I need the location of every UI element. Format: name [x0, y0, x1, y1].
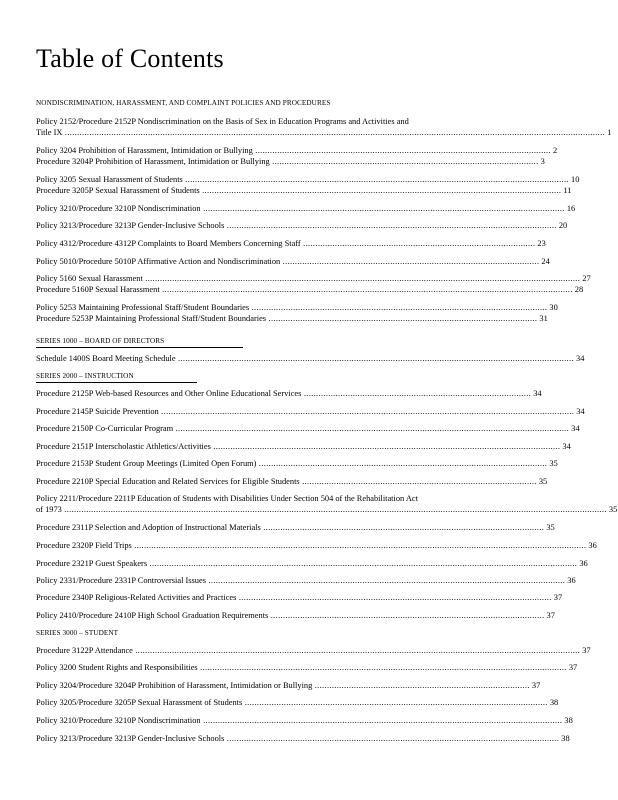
toc-entry-title: Procedure 2125P Web-based Resources and Other Online Educational Services: [36, 389, 302, 398]
toc-entry: [36, 389, 542, 399]
toc-leader-dots: .........................................................................................................................: [252, 146, 551, 155]
toc-entry: [36, 442, 571, 452]
toc-entry-title: Procedure 2320P Field Trips: [36, 541, 132, 550]
toc-page-number: 36: [577, 559, 588, 568]
toc-entry: [36, 186, 572, 196]
section-heading-nondiscrimination: NONDISCRIMINATION, HARASSMENT, AND COMPLAINT POLICIES AND PROCEDURES: [36, 99, 331, 107]
toc-leader-dots: ................................................................................................................................: [236, 593, 552, 602]
toc-entry-title: Policy 3205/Procedure 3205P Sexual Harassment of Students: [36, 698, 243, 707]
toc-leader-dots: .........................................................................................................: [280, 257, 540, 266]
toc-entry-title: Policy 2410/Procedure 2410P High School Graduation Requirements: [36, 611, 269, 620]
toc-leader-dots: ..................................................................................................................................................................: [175, 354, 574, 363]
toc-leader-dots: .................................................................................................................................................................: [173, 424, 570, 433]
toc-entry: [36, 646, 591, 656]
toc-page-number: 37: [580, 646, 591, 655]
toc-page-number: 35: [536, 477, 548, 486]
toc-leader-dots: ...............................................................................................................................................................................: [147, 559, 578, 568]
toc-leader-dots: .............................................................................................................................................................: [182, 175, 569, 184]
toc-entry: [36, 257, 550, 267]
toc-page-number: 16: [564, 204, 576, 213]
toc-leader-dots: ......................................................................................................................: [256, 459, 548, 468]
toc-entry-title: Procedure 2311P Selection and Adoption of Instructional Materials: [36, 523, 261, 532]
toc-leader-dots: ...................................................................................................................: [260, 523, 545, 532]
toc-entry-title: Procedure 2145P Suicide Prevention: [36, 407, 159, 416]
toc-page-number: 2: [550, 146, 558, 155]
toc-entry-title: Policy 5010/Procedure 5010P Affirmative Action and Nondiscrimination: [36, 257, 281, 266]
section-heading-series-3000: SERIES 3000 – STUDENT: [36, 629, 119, 637]
toc-page-number: 34: [531, 389, 542, 398]
toc-page-number: 27: [580, 274, 591, 283]
toc-entry: [36, 593, 562, 603]
toc-leader-dots: ........................................................................................................................................................................: [159, 285, 573, 294]
toc-leader-dots: ..............................................................................................................................................................................................................................: [61, 505, 607, 514]
toc-entry-title: Title IX: [36, 128, 63, 137]
toc-entry-title: of 1973: [36, 505, 62, 514]
toc-page-number: 24: [539, 257, 550, 266]
toc-leader-dots: ...................................................................................................................................................: [200, 716, 563, 725]
toc-entry-title: Policy 3200 Student Rights and Responsibilities: [36, 663, 198, 672]
toc-entry: [36, 175, 579, 185]
toc-leader-dots: ....................................................................................................................................................: [200, 204, 565, 213]
toc-entry: [36, 734, 570, 744]
toc-entry-title: Procedure 3205P Sexual Harassment of Students: [36, 186, 200, 195]
toc-entry: [36, 424, 580, 434]
toc-leader-dots: .............................................................................................: [301, 389, 532, 398]
toc-leader-dots: .........................................................................................................................: [249, 303, 548, 312]
toc-entry-title: Policy 4312/Procedure 4312P Complaints to Board Members Concerning Staff: [36, 239, 301, 248]
toc-entry: [36, 221, 567, 231]
toc-page-number: 38: [559, 734, 570, 743]
toc-entry: [36, 541, 597, 551]
toc-page-number: 37: [566, 663, 578, 672]
toc-page-number: 37: [544, 611, 555, 620]
toc-leader-dots: .......................................................................................................................................: [224, 221, 557, 230]
toc-entry-title: Procedure 5253P Maintaining Professional Staff/Student Boundaries: [36, 314, 267, 323]
toc-leader-dots: ........................................................................................................................................: [224, 734, 560, 743]
toc-entry: [36, 559, 588, 569]
toc-page-number: 28: [572, 285, 584, 294]
toc-page-number: 34: [560, 442, 571, 451]
toc-entry: [36, 477, 547, 487]
toc-entry-title: Policy 3205 Sexual Harassment of Students: [36, 175, 183, 184]
toc-entry: [36, 204, 575, 214]
toc-page-number: 37: [551, 593, 563, 602]
toc-entry-title: Procedure 5160P Sexual Harassment: [36, 285, 160, 294]
toc-entry: [36, 314, 548, 324]
toc-entry: [36, 407, 585, 417]
toc-page-number: 34: [574, 407, 585, 416]
toc-entry-title: Policy 3210/Procedure 3210P Nondiscrimination: [36, 204, 201, 213]
toc-entry: [36, 505, 617, 515]
toc-leader-dots: ............................................................................................................................: [242, 698, 548, 707]
toc-page-number: 3: [538, 157, 545, 166]
section-heading-underline: [36, 347, 243, 348]
toc-leader-dots: ................................................................................................: [299, 477, 537, 486]
toc-page-number: 30: [547, 303, 558, 312]
toc-entry-title: Policy 3204 Prohibition of Harassment, Intimidation or Bullying: [36, 146, 253, 155]
toc-entry: [36, 274, 591, 284]
toc-entry: [36, 663, 577, 673]
toc-entry-title: Policy 2331/Procedure 2331P Controversial Issues: [36, 576, 206, 585]
toc-leader-dots: ...................................................................................................................................................: [199, 186, 562, 195]
toc-entry-title: Policy 2152/Procedure 2152P Nondiscrimination on the Basis of Sex in Education Programs and Activities and: [36, 117, 409, 126]
toc-page-number: 36: [565, 576, 576, 585]
toc-entry: [36, 354, 584, 364]
toc-entry-title: Policy 5253 Maintaining Professional Staff/Student Boundaries: [36, 303, 250, 312]
section-heading-series-2000: SERIES 2000 – INSTRUCTION: [36, 372, 134, 380]
toc-page-number: 20: [556, 221, 568, 230]
toc-leader-dots: ......................................................................................................................................................................................: [132, 646, 581, 655]
toc-page-number: 37: [529, 681, 541, 690]
toc-page-number: 34: [573, 354, 585, 363]
toc-page-number: 35: [544, 523, 555, 532]
page-title: Table of Contents: [36, 44, 224, 73]
toc-entry-title: Schedule 1400S Board Meeting Schedule: [36, 354, 176, 363]
toc-leader-dots: ..................................................................................................................................................................................: [142, 274, 581, 283]
toc-page-number: 38: [562, 716, 573, 725]
toc-entry: [36, 285, 583, 295]
toc-entry: [36, 303, 558, 313]
toc-entry-title: Procedure 2153P Student Group Meetings (Limited Open Forum): [36, 459, 257, 468]
section-heading-underline: [36, 382, 197, 383]
toc-entry: [36, 681, 540, 691]
toc-entry-title: Policy 3213/Procedure 3213P Gender-Inclusive Schools: [36, 734, 225, 743]
toc-entry-title: Procedure 3122P Attendance: [36, 646, 133, 655]
toc-entry-title: Policy 3210/Procedure 3210P Nondiscrimination: [36, 716, 201, 725]
toc-entry-title: Procedure 2321P Guest Speakers: [36, 559, 148, 568]
toc-entry-title: Policy 2211/Procedure 2211P Education of Students with Disabilities Under Section 504 of the Rehabilitation Act: [36, 494, 418, 503]
toc-leader-dots: .........................................................................................................................................................................................: [131, 541, 587, 550]
toc-entry-title: Policy 3204/Procedure 3204P Prohibition of Harassment, Intimidation or Bullying: [36, 681, 313, 690]
toc-entry-title: Policy 3213/Procedure 3213P Gender-Inclusive Schools: [36, 221, 225, 230]
toc-entry: [36, 698, 558, 708]
toc-entry-title: Procedure 2150P Co-Curricular Program: [36, 424, 174, 433]
toc-entry-title: Procedure 2340P Religious-Related Activities and Practices: [36, 593, 237, 602]
toc-leader-dots: ..................................................................................................................................................: [205, 576, 566, 585]
toc-entry: [36, 523, 555, 533]
toc-page-number: 35: [547, 459, 558, 468]
toc-page-number: 11: [561, 186, 572, 195]
toc-entry: [36, 494, 418, 504]
toc-entry: [36, 117, 409, 127]
toc-page-number: 31: [537, 314, 548, 323]
toc-page-number: 23: [535, 239, 546, 248]
toc-entry: [36, 239, 546, 249]
toc-page-number: 36: [586, 541, 597, 550]
toc-leader-dots: ..............................................................................................................................................: [210, 442, 561, 451]
toc-page-number: 35: [606, 505, 618, 514]
toc-entry: [36, 146, 557, 156]
toc-entry: [36, 611, 555, 621]
toc-entry-title: Policy 5160 Sexual Harassment: [36, 274, 143, 283]
toc-leader-dots: ..............................................................................................................: [266, 314, 538, 323]
toc-entry-title: Procedure 2210P Special Education and Related Services for Eligible Students: [36, 477, 300, 486]
toc-leader-dots: ......................................................................................................................................................: [197, 663, 567, 672]
toc-page-number: 1: [604, 128, 612, 137]
toc-entry-title: Procedure 2151P Interscholastic Athletics/Activities: [36, 442, 211, 451]
toc-entry: [36, 459, 558, 469]
toc-leader-dots: .........................................................................................................................................................................: [158, 407, 575, 416]
toc-page-number: 38: [547, 698, 559, 707]
toc-leader-dots: .............................................................................................................: [269, 157, 539, 166]
toc-leader-dots: ...............................................................................................: [300, 239, 536, 248]
toc-leader-dots: ........................................................................................: [312, 681, 530, 690]
toc-entry-title: Procedure 3204P Prohibition of Harassment, Intimidation or Bullying: [36, 157, 270, 166]
toc-entry: [36, 157, 545, 167]
toc-page-number: 34: [569, 424, 580, 433]
toc-entry: [36, 128, 611, 138]
toc-leader-dots: .............................................................................................................................................................................................................................: [62, 128, 605, 137]
toc-leader-dots: ................................................................................................................: [268, 611, 545, 620]
toc-entry: [36, 716, 573, 726]
toc-page-number: 10: [568, 175, 580, 184]
section-heading-series-1000: SERIES 1000 – BOARD OF DIRECTORS: [36, 337, 165, 345]
toc-entry: [36, 576, 576, 586]
